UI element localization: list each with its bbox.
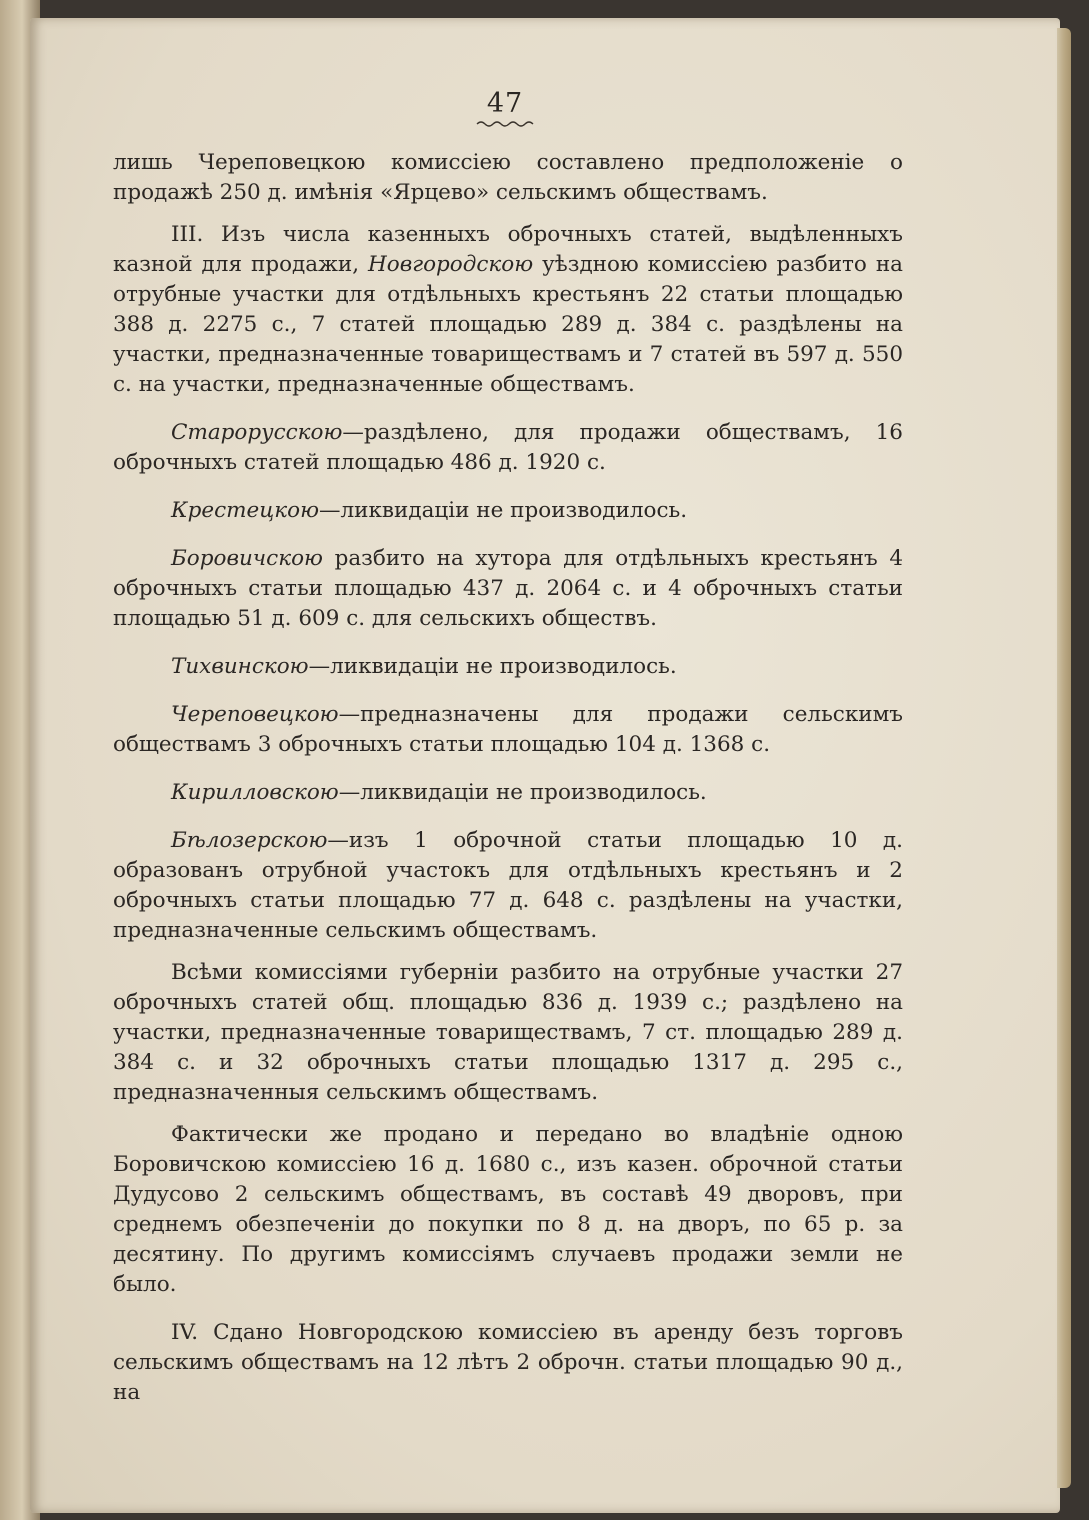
commission-name: Крестецкою — [171, 498, 319, 523]
paragraph-kresttsy — [113, 496, 903, 526]
body-text — [113, 148, 903, 1426]
page-number: 47 — [486, 88, 524, 119]
page-stack-edge — [1057, 28, 1071, 1488]
text-run: лишь Череповецкою комиссiею составлено предположенiе о продажѣ 250 д. имѣнiя «Ярцево» сельскимъ обществамъ. — [113, 150, 903, 205]
paragraph-continuation — [113, 148, 903, 208]
text-run: —ликвидацiи не производилось. — [338, 780, 707, 805]
paragraph-section-iv — [113, 1318, 903, 1408]
text-run: —ликвидацiи не производилось. — [308, 654, 677, 679]
commission-name: Бѣлозерскою — [171, 828, 328, 853]
paragraph-tikhvin — [113, 652, 903, 682]
commission-name: Старорусскою — [171, 420, 343, 445]
text-run: —ликвидацiи не производилось. — [319, 498, 688, 523]
paragraph-kirillov — [113, 778, 903, 808]
commission-name: Новгородскою — [368, 252, 534, 277]
commission-name: Боровичскою — [171, 546, 323, 571]
page-header — [0, 88, 1010, 129]
paragraph-starorusskaya — [113, 418, 903, 478]
text-run: Фактически же продано и передано во владѣнiе одною Боровичскою комиссiею 16 д. 1680 с., изъ казен. оброчной статьи Дудусово 2 сельскимъ обществамъ, въ составѣ 49 дворовъ, при среднемъ обезпеченiи до покупки по 8 д. на дворъ, по 65 р. за десятину. По другимъ комиссiямъ случаевъ продажи земли не было. — [113, 1122, 903, 1297]
commission-name: Череповецкою — [171, 702, 339, 727]
text-run: III. Изъ числа казенныхъ оброчныхъ статей, выдѣленныхъ казной для продажи, — [113, 222, 903, 277]
commission-name: Кирилловскою — [171, 780, 339, 805]
text-run: разбито на хутора для отдѣльныхъ крестьянъ 4 оброчныхъ статьи площадью 437 д. 2064 с. и 4 оброчныхъ статьи площадью 51 д. 609 с. для сельскихъ обществъ. — [113, 546, 903, 631]
paragraph-sales — [113, 1120, 903, 1300]
paragraph-summary — [113, 958, 903, 1108]
text-run: —изъ 1 оброчной статьи площадью 10 д. образованъ отрубной участокъ для отдѣльныхъ крестьянъ и 2 оброчныхъ статьи площадью 77 д. 648 с. раздѣлены на участки, предназначенные сельскимъ обществамъ. — [113, 828, 903, 943]
text-run: —раздѣлено, для продажи обществамъ, 16 оброчныхъ статей площадью 486 д. 1920 с. — [113, 420, 903, 475]
commission-name: Тихвинскою — [171, 654, 309, 679]
text-run: Всѣми комиссiями губернiи разбито на отрубные участки 27 оброчныхъ статей общ. площадью 836 д. 1939 с.; раздѣлено на участки, предназначенные товариществамъ, 7 ст. площадью 289 д. 384 с. и 32 оброчныхъ статьи площадью 1317 д. 295 с., предназначенныя сельскимъ обществамъ. — [113, 960, 903, 1105]
text-run: —предназначены для продажи сельскимъ обществамъ 3 оброчныхъ статьи площадью 104 д. 1368 с. — [113, 702, 903, 757]
paragraph-belozersk — [113, 826, 903, 946]
paragraph-cherepovets — [113, 700, 903, 760]
wavy-ornament-icon — [475, 119, 535, 129]
text-run: уѣздною комиссiею разбито на отрубные участки для отдѣльныхъ крестьянъ 22 статьи площадью 388 д. 2275 с., 7 статей площадью 289 д. 384 с. раздѣлены на участки, предназначенные товариществамъ и 7 статей въ 597 д. 550 с. на участки, предназначенные обществамъ. — [113, 252, 903, 397]
paragraph-borovichi — [113, 544, 903, 634]
text-run: IV. Сдано Новгородскою комиссiею въ аренду безъ торговъ сельскимъ обществамъ на 12 лѣтъ 2 оброчн. статьи площадью 90 д., на — [113, 1320, 903, 1405]
paragraph-section-iii — [113, 220, 903, 400]
